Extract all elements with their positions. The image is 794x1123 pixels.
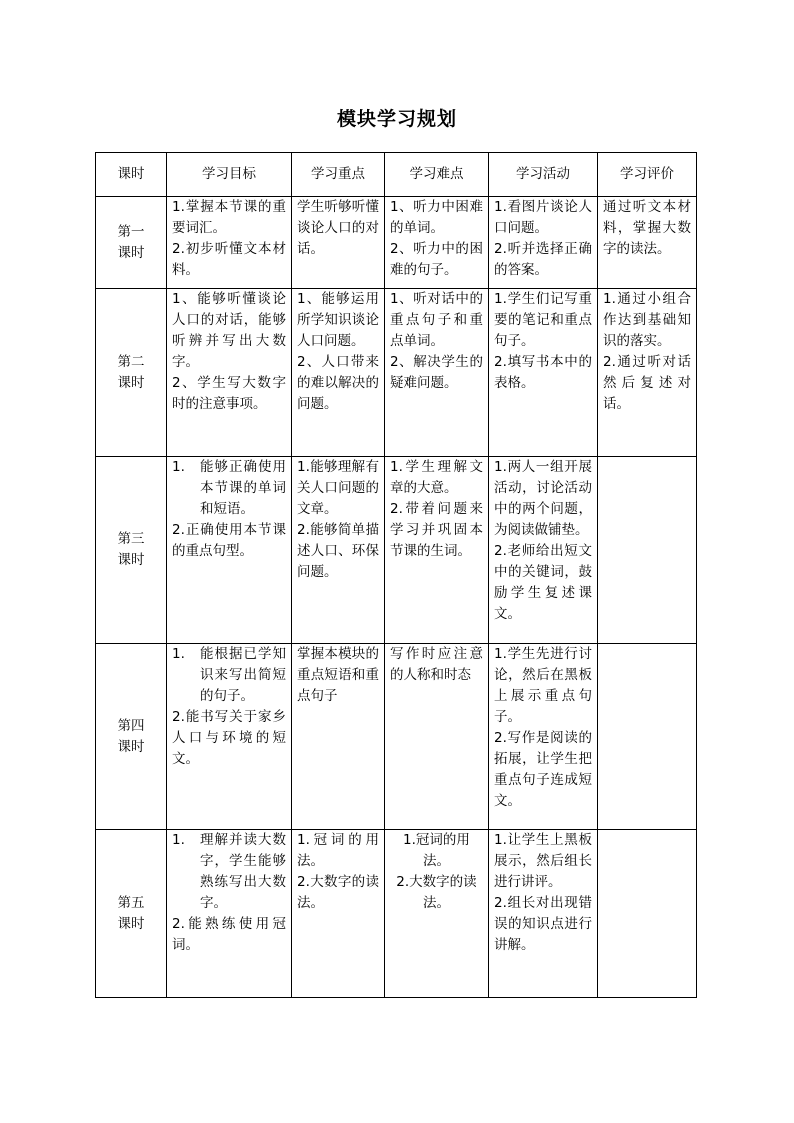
table-row — [96, 644, 697, 830]
lesson-label: 课时 — [117, 244, 145, 261]
table-row — [96, 830, 697, 998]
header-goal: 学习目标 — [167, 153, 292, 197]
activity-item: 2.写作是阅读的拓展，让学生把重点句子连成短文。 — [494, 730, 592, 809]
focus-item: 1.冠词的用法。 — [297, 832, 379, 869]
evaluation-cell — [598, 457, 697, 644]
difficulty-cell — [385, 457, 489, 644]
activity-item: 1.让学生上黑板展示，然后组长进行讲评。 — [494, 832, 592, 890]
header-difficulty: 学习难点 — [385, 153, 489, 197]
page-title: 模块学习规划 — [336, 108, 457, 130]
difficulty-cell — [385, 644, 489, 830]
table-row — [96, 289, 697, 457]
activity-cell — [489, 289, 598, 457]
header-activity: 学习活动 — [489, 153, 598, 197]
lesson-label: 课时 — [117, 552, 145, 568]
focus-item: 2、人口带来的难以解决的问题。 — [297, 354, 379, 412]
goal-item: 1、能够听懂谈论人口的对话，能够听辨并写出大数字。 — [172, 291, 286, 370]
evaluation-cell — [598, 289, 697, 457]
table-row — [96, 197, 697, 289]
goal-item: 2、学生写大数字时的注意事项。 — [172, 375, 286, 412]
activity-item: 2.老师给出短文中的关键词，鼓励学生复述课文。 — [494, 543, 592, 622]
activity-item: 1.学生们记写重要的笔记和重点句子。 — [494, 291, 592, 349]
focus-item: 2.大数字的读法。 — [297, 874, 379, 911]
activity-cell — [489, 830, 598, 998]
goal-item: 能根据已学知识来写出简短的句子。 — [200, 646, 286, 704]
activity-cell — [489, 457, 598, 644]
lesson-label: 第三 — [117, 531, 145, 547]
difficulty-cell — [385, 197, 489, 289]
difficulty-item: 2、解决学生的疑难问题。 — [390, 354, 483, 391]
goal-item: 理解并读大数字，学生能够熟练写出大数字。 — [200, 832, 286, 911]
focus-item: 1、能够运用所学知识谈论人口问题。 — [297, 291, 379, 349]
lesson-cell — [96, 289, 167, 457]
table-header-row — [96, 153, 697, 197]
activity-item: 2.填写书本中的表格。 — [494, 354, 592, 391]
evaluation-cell — [598, 830, 697, 998]
goal-item: 2.初步听懂文本材料。 — [172, 241, 286, 278]
goal-number: 1. — [172, 832, 185, 848]
difficulty-item: 1、听对话中的重点句子和重点单词。 — [390, 291, 483, 349]
difficulty-item: 2.大数字的读法。 — [396, 874, 477, 911]
evaluation-cell — [598, 197, 697, 289]
focus-cell — [292, 197, 385, 289]
lesson-cell — [96, 457, 167, 644]
header-lesson: 课时 — [96, 153, 167, 197]
goal-cell — [167, 197, 292, 289]
difficulty-item: 2、听力中的困难的句子。 — [390, 241, 483, 278]
goal-cell — [167, 644, 292, 830]
difficulty-cell — [385, 830, 489, 998]
activity-cell — [489, 644, 598, 830]
activity-item: 1.看图片谈论人口问题。 — [494, 199, 592, 236]
focus-item: 2.能够简单描述人口、环保问题。 — [297, 522, 379, 580]
activity-item: 1.两人一组开展活动，讨论活动中的两个问题，为阅读做铺垫。 — [494, 459, 592, 538]
goal-cell — [167, 457, 292, 644]
activity-item: 1.学生先进行讨论，然后在黑板上展示重点句子。 — [494, 646, 592, 725]
lesson-label: 第四 — [117, 717, 145, 734]
header-evaluation: 学习评价 — [598, 153, 697, 197]
focus-cell — [292, 457, 385, 644]
difficulty-cell — [385, 289, 489, 457]
difficulty-item: 写作时应注意的人称和时态 — [390, 646, 483, 683]
lesson-cell — [96, 644, 167, 830]
lesson-label: 第一 — [117, 223, 145, 240]
focus-cell — [292, 830, 385, 998]
lesson-label: 课时 — [117, 738, 145, 755]
lesson-label: 第二 — [117, 353, 145, 370]
header-focus: 学习重点 — [292, 153, 385, 197]
goal-cell — [167, 830, 292, 998]
focus-cell — [292, 289, 385, 457]
evaluation-cell — [598, 644, 697, 830]
study-plan-table — [95, 152, 697, 998]
difficulty-item: 2.带着问题来学习并巩固本节课的生词。 — [390, 501, 483, 559]
goal-number: 1. — [172, 646, 185, 662]
focus-cell — [292, 644, 385, 830]
lesson-cell — [96, 197, 167, 289]
activity-item: 2.听并选择正确的答案。 — [494, 241, 592, 278]
activity-item: 2.组长对出现错误的知识点进行讲解。 — [494, 895, 592, 953]
goal-number: 1. — [172, 459, 185, 475]
goal-item: 2.能熟练使用冠词。 — [172, 916, 286, 953]
activity-cell — [489, 197, 598, 289]
lesson-label: 第五 — [117, 894, 145, 911]
difficulty-item: 1.学生理解文章的大意。 — [390, 459, 483, 496]
difficulty-item: 1.冠词的用法。 — [403, 832, 470, 869]
evaluation-item: 2.通过听对话然后复述对话。 — [603, 354, 691, 412]
goal-cell — [167, 289, 292, 457]
focus-item: 掌握本模块的重点短语和重点句子 — [297, 646, 379, 704]
focus-item: 学生听够听懂谈论人口的对话。 — [297, 199, 379, 257]
goal-item: 2.正确使用本节课的重点句型。 — [172, 522, 286, 559]
goal-item: 能够正确使用本节课的单词和短语。 — [200, 459, 286, 517]
focus-item: 1.能够理解有关人口问题的文章。 — [297, 459, 379, 517]
table-row — [96, 457, 697, 644]
lesson-label: 课时 — [117, 915, 145, 932]
goal-item: 1.掌握本节课的重要词汇。 — [172, 199, 286, 236]
lesson-cell — [96, 830, 167, 998]
difficulty-item: 1、听力中困难的单词。 — [390, 199, 483, 236]
evaluation-item: 1.通过小组合作达到基础知识的落实。 — [603, 291, 691, 349]
goal-item: 2.能书写关于家乡人口与环境的短文。 — [172, 709, 286, 767]
lesson-label: 课时 — [117, 374, 145, 391]
evaluation-item: 通过听文本材料，掌握大数字的读法。 — [603, 199, 691, 257]
